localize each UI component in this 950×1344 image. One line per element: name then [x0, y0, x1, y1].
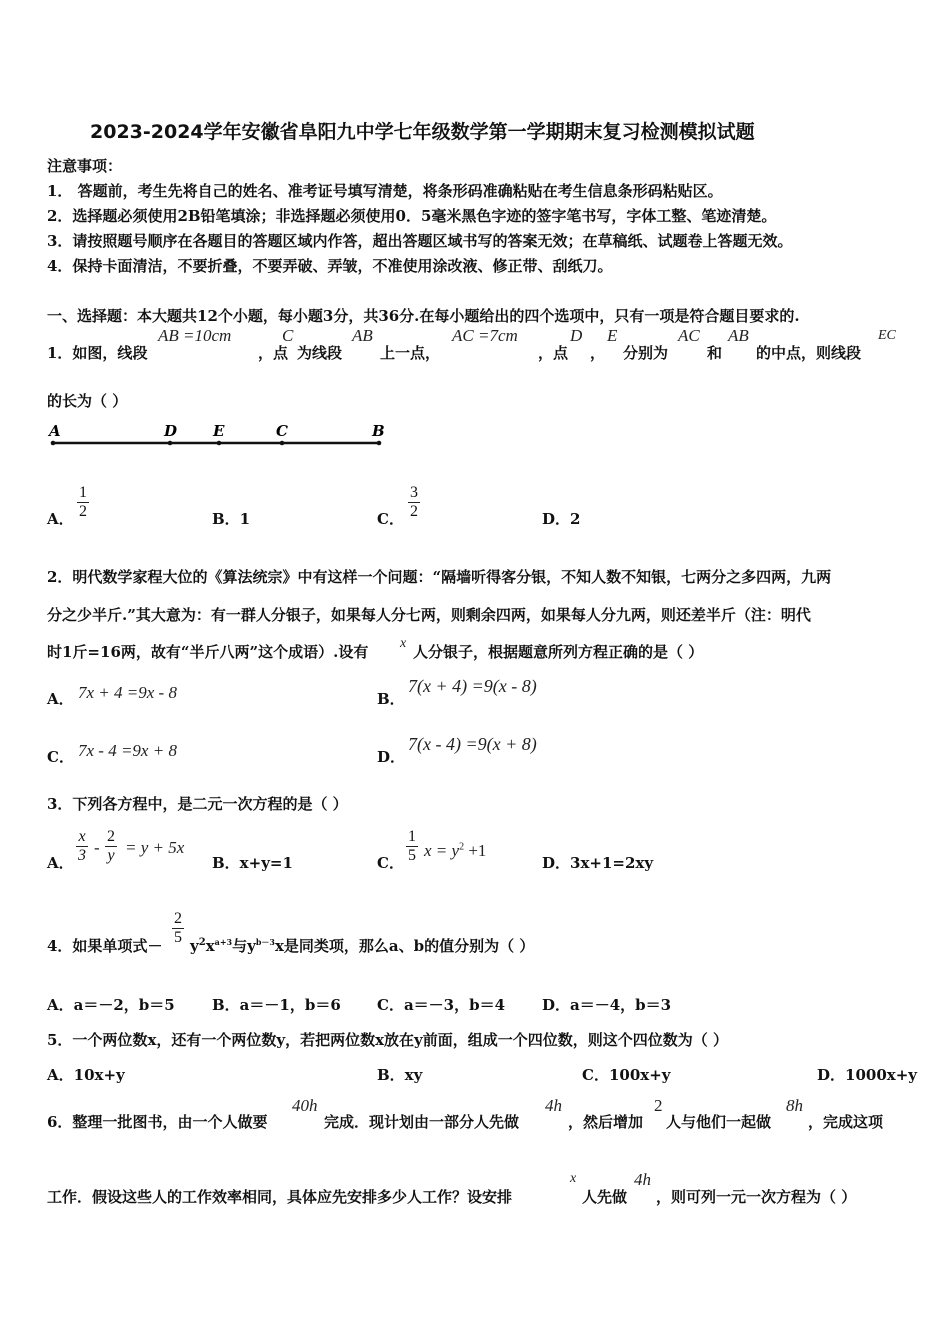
q1-text-6: ，	[590, 344, 606, 362]
q4-y: y	[190, 937, 199, 955]
q5-option-a: A．10x+y	[47, 1066, 125, 1084]
q3-option-c-den: 5	[408, 847, 416, 864]
point-b-label: B	[372, 422, 385, 440]
q4-text-1: 4．如果单项式－	[47, 937, 163, 955]
notice-item-1: 1． 答题前，考生先将自己的姓名、准考证号填写清楚，将条形码准确粘贴在考生信息条形码粘贴区。	[47, 182, 723, 200]
q1-math-ac: AC	[678, 326, 700, 345]
notice-item-2: 2．选择题必须使用2B铅笔填涂；非选择题必须使用0．5毫米黑色字迹的签字笔书写，字体工整、笔迹清楚。	[47, 207, 777, 225]
q2-option-c-label: C．	[47, 748, 74, 766]
q3-option-a-rest: = y + 5x	[125, 838, 185, 857]
q2-line-3a: 时1斤=16两，故有“半斤八两”这个成语）.设有	[47, 643, 369, 661]
q2-math-x: x	[400, 636, 407, 651]
q5-option-c: C．100x+y	[582, 1066, 671, 1084]
q1-math-ec: EC	[878, 328, 896, 343]
q5-option-b: B．xy	[377, 1066, 423, 1084]
q4-monomial	[190, 935, 534, 956]
q6-line2-b: 人先做	[582, 1188, 628, 1206]
q6-text-3: ，然后增加	[568, 1113, 644, 1131]
q4-y-exponent: 2	[198, 937, 206, 948]
q1-text-3: 为线段	[297, 344, 343, 362]
q2-option-b-label: B．	[377, 690, 405, 708]
q4-option-b: B．a＝－1，b＝6	[212, 996, 341, 1014]
q2-option-a-label: A．	[47, 690, 74, 708]
q1-option-c-label: C．	[377, 510, 404, 528]
point-c-label: C	[276, 422, 288, 440]
q4-x-exponent: a+3	[214, 937, 233, 947]
q2-option-d-equation: 7(x - 4) =9(x + 8)	[408, 734, 537, 754]
q6-text-4: 人与他们一起做	[666, 1113, 772, 1131]
q1-text-5: ，点	[538, 344, 569, 362]
q3-option-a-fraction-2	[105, 828, 117, 865]
q1-math-ab-length: AB =10cm	[158, 326, 232, 345]
q3-option-c-lhs: x = y	[424, 841, 460, 860]
q4-option-d: D．a＝－4，b＝3	[542, 996, 672, 1014]
q1-text-line2: 的长为（ ）	[47, 392, 128, 410]
q2-line-2: 分之少半斤.”其大意为：有一群人分银子，如果每人分七两，则剩余四两，如果每人分九两，则还差半斤（注：明代	[47, 606, 811, 624]
q1-option-a-num: 1	[79, 484, 87, 501]
q4-text-rest: x是同类项，那么a、b的值分别为（ ）	[274, 937, 535, 955]
q1-math-e: E	[607, 326, 618, 345]
q1-text-8: 和	[707, 344, 723, 362]
q1-option-d: D．2	[542, 510, 581, 528]
q3-option-a-f2-num: 2	[107, 828, 115, 845]
q3-option-c-plus-one: +1	[464, 841, 487, 860]
q2-line-1: 2．明代数学家程大位的《算法统宗》中有这样一个问题：“隔墙听得客分银，不知人数不知银，七两分之多四两，九两	[47, 568, 832, 586]
q2-option-b-equation: 7(x + 4) =9(x - 8)	[408, 676, 537, 696]
point-d-dot	[168, 441, 173, 446]
q1-option-c-den: 2	[410, 503, 418, 520]
q1-option-a-fraction	[77, 484, 89, 521]
q1-segment-figure	[44, 418, 389, 452]
q3-option-c-equation	[424, 841, 486, 861]
q1-text-4: 上一点，	[380, 344, 441, 362]
q4-option-c: C．a＝－3，b＝4	[377, 996, 506, 1014]
q2-line-3b: 人分银子，根据题意所列方程正确的是（ ）	[413, 643, 704, 661]
q6-text-1: 6．整理一批图书，由一个人做要	[47, 1113, 268, 1131]
q6-math-4h: 4h	[545, 1096, 562, 1115]
q6-line2-a: 工作．假设这些人的工作效率相同，具体应先安排多少人工作？设安排	[47, 1188, 513, 1206]
q3-stem: 3．下列各方程中，是二元一次方程的是（ ）	[47, 795, 348, 813]
q6-math-2: 2	[654, 1096, 663, 1115]
q6-line2-c: ，则可列一元一次方程为（ ）	[656, 1188, 857, 1206]
q3-option-a-f1-num: x	[78, 828, 86, 845]
q6-math-40h: 40h	[292, 1096, 318, 1115]
point-a-label: A	[49, 422, 61, 440]
q4-x: x	[205, 937, 215, 955]
q3-option-c-fraction	[406, 828, 418, 865]
q6-text-2: 完成．现计划由一部分人先做	[324, 1113, 520, 1131]
q1-option-a-label: A．	[47, 510, 74, 528]
point-c-dot	[280, 441, 285, 446]
notice-item-4: 4．保持卡面清洁，不要折叠，不要弄破、弄皱，不准使用涂改液、修正带、刮纸刀。	[47, 257, 613, 275]
q5-stem: 5．一个两位数x，还有一个两位数y，若把两位数x放在y前面，组成一个四位数，则这个四位数为（ ）	[47, 1031, 728, 1049]
notice-item-3: 3．请按照题号顺序在各题目的答题区域内作答，超出答题区域书写的答案无效；在草稿纸、试题卷上答题无效。	[47, 232, 793, 250]
section-heading: 一、选择题：本大题共12个小题，每小题3分，共36分.在每小题给出的四个选项中，只有一项是符合题目要求的.	[47, 307, 800, 325]
q4-coefficient-num: 2	[174, 910, 182, 927]
q3-option-c-label: C．	[377, 854, 404, 872]
q3-option-b: B．x+y=1	[212, 854, 293, 872]
q3-option-c-num: 1	[408, 828, 416, 845]
q1-math-ab-2: AB	[728, 326, 749, 345]
q3-option-a-f1-den: 3	[78, 847, 86, 864]
q1-text-7: 分别为	[623, 344, 669, 362]
q3-option-a-f2-den: y	[107, 847, 115, 864]
q2-option-c-equation: 7x - 4 =9x + 8	[78, 741, 177, 760]
q5-option-d: D．1000x+y	[817, 1066, 917, 1084]
q3-option-a-minus: -	[94, 838, 100, 857]
point-b-dot	[377, 441, 382, 446]
page-title: 2023-2024学年安徽省阜阳九中学七年级数学第一学期期末复习检测模拟试题	[90, 121, 755, 143]
q4-option-a: A．a＝－2，b＝5	[47, 996, 175, 1014]
q2-option-d-label: D．	[377, 748, 406, 766]
q3-option-a-fraction-1	[76, 828, 88, 865]
notice-heading: 注意事项：	[47, 157, 123, 175]
q6-math-4h-2: 4h	[634, 1170, 651, 1189]
q1-option-c-fraction	[408, 484, 420, 521]
q6-text-5: ，完成这项	[808, 1113, 884, 1131]
q1-text-9: 的中点，则线段	[756, 344, 862, 362]
q2-option-a-equation: 7x + 4 =9x - 8	[78, 683, 177, 702]
q1-math-d: D	[570, 326, 583, 345]
q6-math-8h: 8h	[786, 1096, 803, 1115]
point-a-dot	[51, 441, 56, 446]
q4-coefficient-fraction	[172, 910, 184, 947]
point-e-label: E	[213, 422, 225, 440]
q6-math-x: x	[570, 1171, 577, 1186]
q1-math-ab: AB	[352, 326, 373, 345]
q1-option-b: B．1	[212, 510, 251, 528]
q1-math-ac-length: AC =7cm	[452, 326, 518, 345]
q4-with-y: 与y	[232, 937, 256, 955]
q1-text-1: 1．如图，线段	[47, 344, 148, 362]
q1-option-c-num: 3	[410, 484, 418, 501]
q1-text-2: ，点	[258, 344, 289, 362]
q4-coefficient-den: 5	[174, 929, 182, 946]
q3-option-a-label: A．	[47, 854, 74, 872]
q1-option-a-den: 2	[79, 503, 87, 520]
q1-math-c: C	[282, 326, 294, 345]
point-e-dot	[217, 441, 222, 446]
q3-option-d: D．3x+1=2xy	[542, 854, 654, 872]
q3-option-c-exponent: 2	[459, 841, 465, 853]
point-d-label: D	[164, 422, 178, 440]
q4-y-exponent-2: b－3	[255, 937, 275, 947]
